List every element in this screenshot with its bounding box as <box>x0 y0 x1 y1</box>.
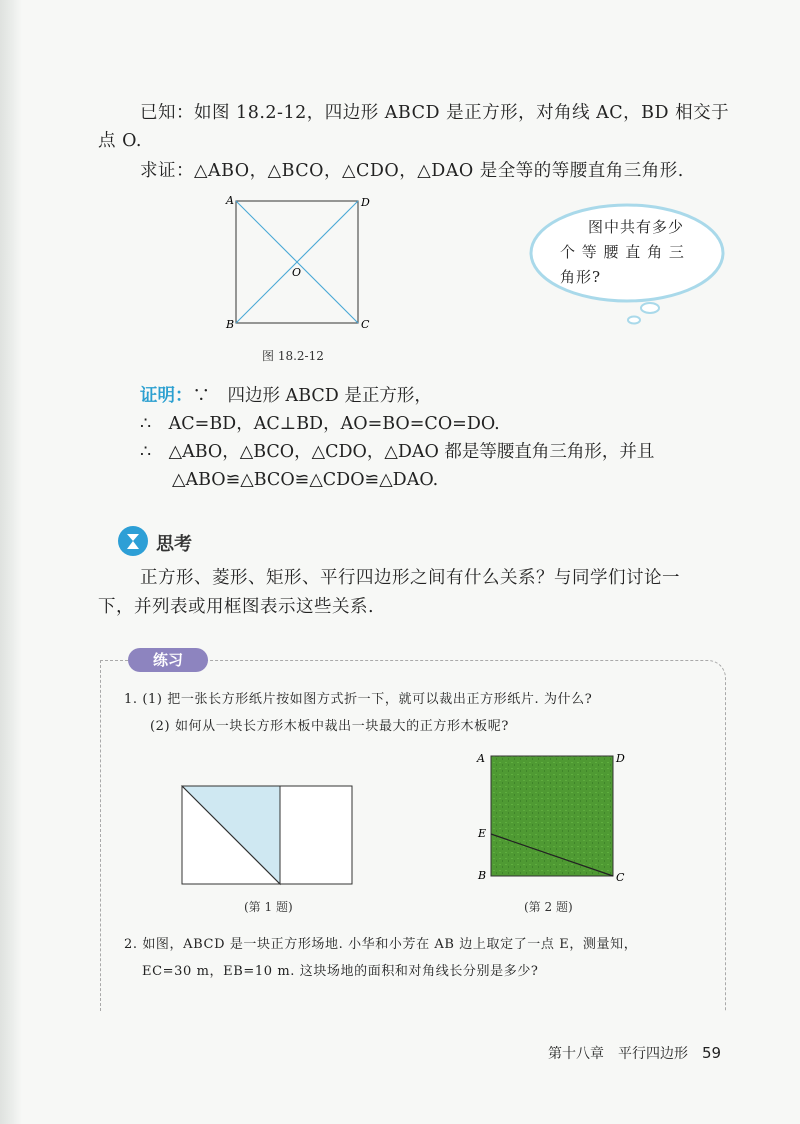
given-line-2: 点 O. <box>98 131 142 151</box>
proof-line-4: △ABO≌△BCO≌△CDO≌△DAO. <box>172 470 439 490</box>
label-b2: B <box>478 869 487 882</box>
proof-line-1 <box>140 382 432 410</box>
practice-tab: 练习 <box>128 648 208 672</box>
square-diagonals-figure <box>222 192 382 337</box>
label-o: O <box>292 266 302 279</box>
exercise-2-caption: (第 2 题) <box>524 900 573 914</box>
chapter-title: 第十八章 平行四边形 <box>548 1046 688 1062</box>
exercise-2b: EC=30 m，EB=10 m. 这块场地的面积和对角线长分别是多少? <box>142 964 539 979</box>
hourglass-icon <box>118 526 148 556</box>
grass-field <box>491 756 613 876</box>
page-number: 59 <box>702 1044 722 1062</box>
proof-line-3: ∴ △ABO，△BCO，△CDO，△DAO 都是等腰直角三角形，并且 <box>140 442 655 462</box>
label-c: C <box>361 318 370 331</box>
label-d: D <box>361 196 370 209</box>
proof-text-1: ∵ 四边形 ABCD 是正方形， <box>192 386 432 406</box>
proof-line-2: ∴ AC=BD，AC⊥BD，AO=BO=CO=DO. <box>140 414 500 434</box>
think-title: 思考 <box>156 534 192 555</box>
label-b: B <box>226 318 235 331</box>
grass-square-figure <box>474 748 634 888</box>
exercise-1-caption: (第 1 题) <box>244 900 293 914</box>
page-footer <box>548 1043 721 1063</box>
label-a: A <box>226 194 234 207</box>
given-line-1: 已知：如图 18.2-12，四边形 ABCD 是正方形，对角线 AC，BD 相交于 <box>140 103 730 123</box>
cloud-line-2: 个 等 腰 直 角 三 <box>560 243 685 261</box>
label-d2: D <box>616 752 625 765</box>
cloud-line-3: 角形? <box>560 268 602 286</box>
figure-caption: 图 18.2-12 <box>262 349 324 363</box>
think-line-1: 正方形、菱形、矩形、平行四边形之间有什么关系？与同学们讨论一 <box>140 568 680 588</box>
label-c2: C <box>616 871 625 884</box>
label-a2: A <box>477 752 485 765</box>
book-spine-shadow <box>0 0 22 1124</box>
folded-rectangle-figure <box>176 780 360 890</box>
exercise-1b: (2) 如何从一块长方形木板中裁出一块最大的正方形木板呢? <box>150 719 509 734</box>
exercise-2a: 2. 如图，ABCD 是一块正方形场地. 小华和小芳在 AB 边上取定了一点 E，测量知， <box>124 937 638 952</box>
prove-statement: 求证：△ABO，△BCO，△CDO，△DAO 是全等的等腰直角三角形. <box>140 161 684 181</box>
label-e2: E <box>478 827 487 840</box>
exercise-1a: 1. (1) 把一张长方形纸片按如图方式折一下，就可以裁出正方形纸片. 为什么? <box>124 692 593 707</box>
cloud-line-1: 图中共有多少 <box>588 218 685 236</box>
proof-label: 证明： <box>140 386 193 406</box>
think-line-2: 下，并列表或用框图表示这些关系. <box>98 597 375 617</box>
